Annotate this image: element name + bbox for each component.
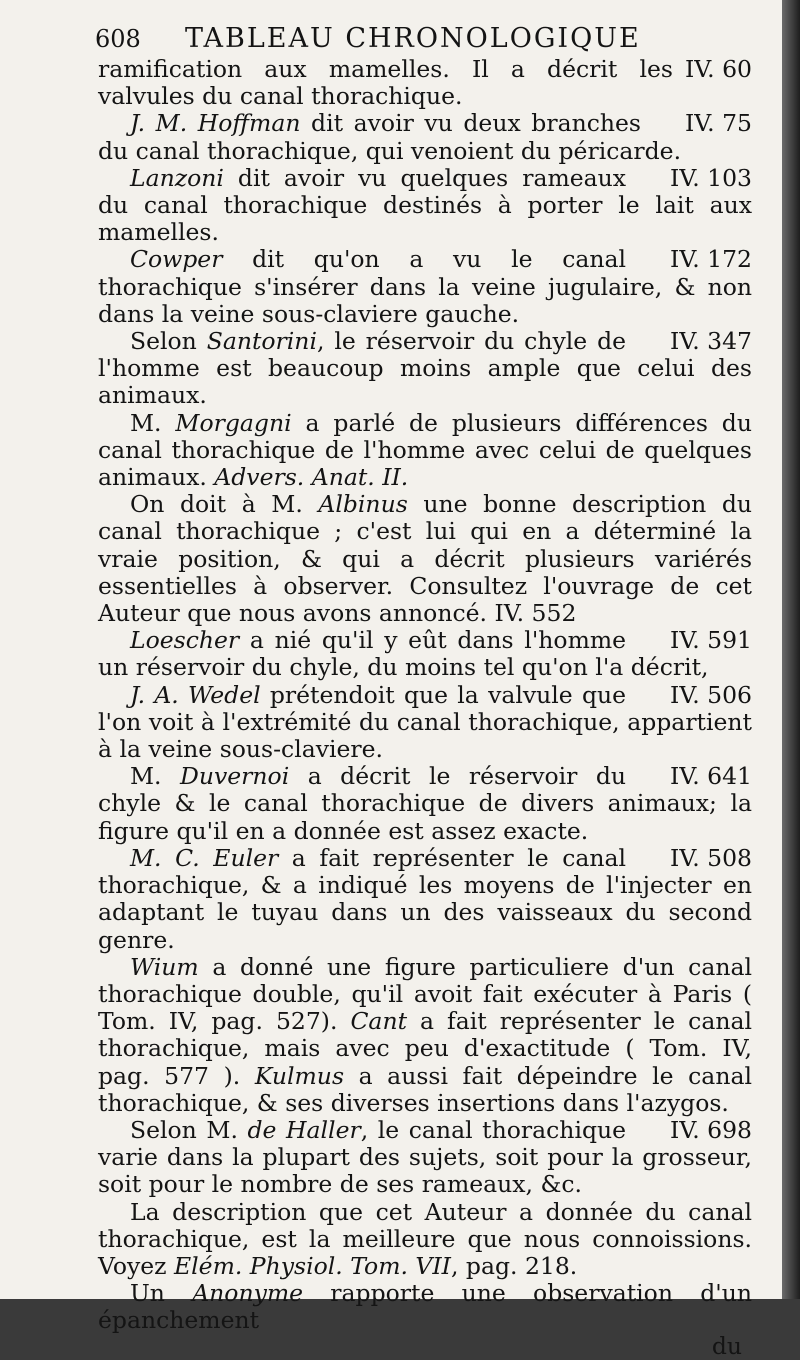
entry-text: a fait représenter le canal thorachique, & a indiqué les moyens de l'injecter en adaptant le tuyau dans un des vaisseaux du second genre. (98, 843, 752, 954)
italic-name: M. C. Euler (130, 843, 279, 872)
italic-name: Santorini (206, 327, 317, 356)
chronology-entry (98, 328, 752, 410)
volume-reference: IV. 698 (670, 1115, 752, 1144)
italic-name: Loescher (130, 626, 240, 655)
entry-text: a parlé de plusieurs différences du canal thorachique de l'homme avec celui de quelques animaux. (98, 408, 752, 492)
entry-text: La description que cet Auteur a donnée du canal thorachique, est la meilleure que nous connoissions. Voyez (98, 1197, 752, 1280)
entry-text: ramification aux mamelles. Il a décrit les valvules du canal thorachique. (98, 55, 673, 111)
entry-text: Selon (130, 327, 207, 356)
italic-name: J. M. Hoffman (130, 109, 301, 138)
volume-reference: IV. 347 (670, 327, 752, 356)
italic-name: Advers. Anat. II. (214, 463, 409, 492)
entry-text: a donné une figure particuliere d'un canal thorachique double, qu'il avoit fait exécuter à Paris ( Tom. IV, pag. 527). (98, 952, 752, 1036)
chronology-entry (98, 627, 752, 681)
running-title: TABLEAU CHRONOLOGIQUE (185, 23, 641, 54)
body-text (98, 56, 752, 1335)
entry-text: une bonne description du canal thorachique ; c'est lui qui en a déterminé la vraie position, & qui a décrit plusieurs variérés essentielles à observer. Consultez l'ouvrage de cet Auteur que nous avons annoncé. IV. 552 (98, 490, 752, 628)
chronology-entry (98, 1199, 752, 1281)
entry-text: Selon M. (130, 1115, 248, 1144)
entry-text: On doit à M. (130, 490, 319, 519)
chronology-entry (98, 410, 752, 492)
chronology-entry (98, 110, 752, 164)
italic-name: Cowper (130, 245, 223, 274)
entry-text: a aussi fait dépeindre le canal thorachique, & ses diverses insertions dans l'azygos. (98, 1061, 752, 1117)
volume-reference: IV. 75 (685, 109, 752, 138)
italic-name: Anonyme (192, 1279, 304, 1308)
volume-reference: IV. 591 (670, 626, 752, 655)
entry-text: , le réservoir du chyle de l'homme est beaucoup moins ample que celui des animaux. (98, 327, 752, 410)
italic-name: Duvernoi (180, 762, 290, 791)
entry-text: a décrit le réservoir du chyle & le canal thorachique de divers animaux; la figure qu'il en a donnée est assez exacte. (98, 762, 752, 845)
entry-text: , le canal thorachique varie dans la plupart des sujets, soit pour la grosseur, soit pour le nombre de ses rameaux, &c. (98, 1115, 752, 1199)
entry-text: Un (130, 1279, 193, 1308)
chronology-entry (98, 682, 752, 764)
chronology-entry (98, 954, 752, 1117)
chronology-entry (98, 1280, 752, 1334)
entry-text: M. (130, 408, 176, 437)
volume-reference: IV. 508 (670, 843, 752, 872)
entry-text: M. (130, 762, 181, 791)
page-header (95, 22, 752, 56)
volume-reference: IV. 641 (670, 762, 752, 791)
page-number: 608 (95, 25, 141, 53)
chronology-entry (98, 165, 752, 247)
italic-name: de Haller (247, 1115, 361, 1144)
italic-name: J. A. Wedel (130, 680, 261, 709)
page-edge-shadow (782, 0, 800, 1299)
entry-text: prétendoit que la valvule que l'on voit à l'extrémité du canal thorachique, appartient à la veine sous-claviere. (98, 680, 752, 764)
volume-reference: IV. 60 (685, 55, 752, 83)
chronology-entry (98, 491, 752, 627)
entry-text: rapporte une observation d'un épanchement (98, 1279, 752, 1335)
volume-reference: IV. 103 (670, 163, 752, 192)
italic-name: Wium (130, 952, 199, 981)
chronology-entry (98, 246, 752, 328)
entry-text: dit avoir vu deux branches du canal thorachique, qui venoient du péricarde. (98, 109, 682, 165)
entry-text: , pag. 218. (450, 1251, 578, 1280)
chronology-entry (98, 1117, 752, 1199)
volume-reference: IV. 172 (670, 245, 752, 274)
chronology-entry (98, 56, 752, 110)
italic-name: Kulmus (254, 1061, 344, 1090)
chronology-entry (98, 763, 752, 845)
italic-name: Lanzoni (130, 163, 224, 192)
volume-reference: IV. 506 (670, 680, 752, 709)
italic-name: Cant (350, 1007, 408, 1036)
entry-text: dit avoir vu quelques rameaux du canal thorachique destinés à porter le lait aux mamelles. (98, 163, 752, 247)
italic-name: Elém. Physiol. Tom. VII (174, 1251, 451, 1280)
entry-text: a fait représenter le canal thorachique, mais avec peu d'exactitude ( Tom. IV, pag. 577 ). (98, 1007, 753, 1090)
chronology-entry (98, 845, 752, 954)
catchword: du (711, 1331, 742, 1360)
entry-text: dit qu'on a vu le canal thorachique s'insérer dans la veine jugulaire, & non dans la veine sous-claviere gauche. (98, 245, 752, 328)
italic-name: Albinus (318, 490, 408, 519)
italic-name: Morgagni (175, 408, 292, 437)
entry-text: a nié qu'il y eût dans l'homme un réservoir du chyle, du moins tel qu'on l'a décrit, (98, 626, 709, 682)
